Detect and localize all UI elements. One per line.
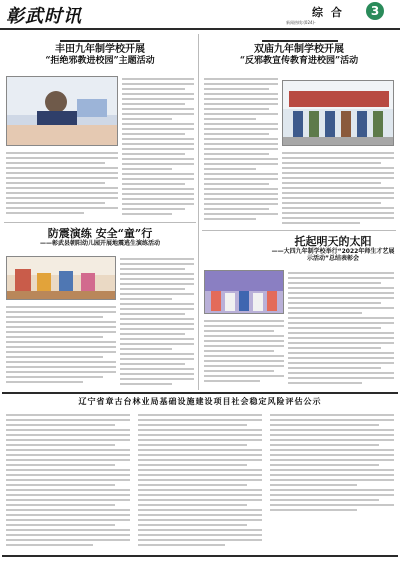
- masthead: [0, 0, 400, 30]
- headline-rule: [60, 40, 140, 42]
- column-divider: [198, 34, 199, 390]
- article-1-photo: [6, 76, 118, 146]
- article-4-body-left: [204, 320, 284, 388]
- headline-rule: [262, 40, 338, 42]
- article-2-photo: [282, 80, 394, 146]
- article-3-subtitle: ——彰武县朝阳幼儿园开展地震逃生演练活动: [39, 239, 160, 247]
- article-1-title: 丰田九年制学校开展: [55, 44, 145, 55]
- notice-title: 辽宁省章古台林业局基础设施建设项目社会稳定风险评估公示: [78, 397, 322, 406]
- article-4-title: 托起明天的太阳: [294, 235, 372, 248]
- section-name: 综 合: [312, 6, 344, 19]
- article-2-headline: [202, 44, 396, 66]
- page-number-badge: 3: [366, 2, 384, 20]
- brand-logo: 彰武时讯: [6, 6, 82, 27]
- article-1-headline: [4, 44, 196, 66]
- notice-body-col-2: [138, 414, 262, 552]
- article-4-body-right: [288, 272, 394, 388]
- row-divider: [202, 230, 396, 231]
- article-2-title: 双庙九年制学校开展: [254, 44, 344, 55]
- article-2-subtitle: “反邪教宣传教育进校园”活动: [239, 55, 359, 66]
- article-1-body-right: [122, 78, 194, 218]
- article-3-body-right: [120, 258, 194, 388]
- article-1-subtitle: “拒绝邪教进校园”主题活动: [45, 55, 155, 66]
- article-4-subtitle: ——大四九年制学校举行“2022年师生才艺展示活动”总结表彰会: [271, 247, 395, 262]
- notice-body-col-3: [270, 414, 394, 544]
- article-3-body-left: [6, 306, 116, 388]
- news-hotline: 新闻热线:(024)-: [286, 20, 316, 25]
- article-3-headline: [4, 228, 196, 248]
- article-4-headline: [270, 236, 396, 262]
- article-2-body-left: [204, 78, 278, 226]
- article-3-photo: [6, 256, 116, 300]
- notice-body-col-1: [6, 414, 130, 552]
- row-divider: [4, 222, 196, 223]
- article-3-title: 防震演练 安全“童”行: [47, 227, 153, 240]
- article-4-photo: [204, 270, 284, 314]
- article-2-body-right: [282, 152, 394, 226]
- article-1-body-left: [6, 152, 118, 218]
- footer-rule: [2, 555, 398, 557]
- notice-bar: [2, 392, 398, 408]
